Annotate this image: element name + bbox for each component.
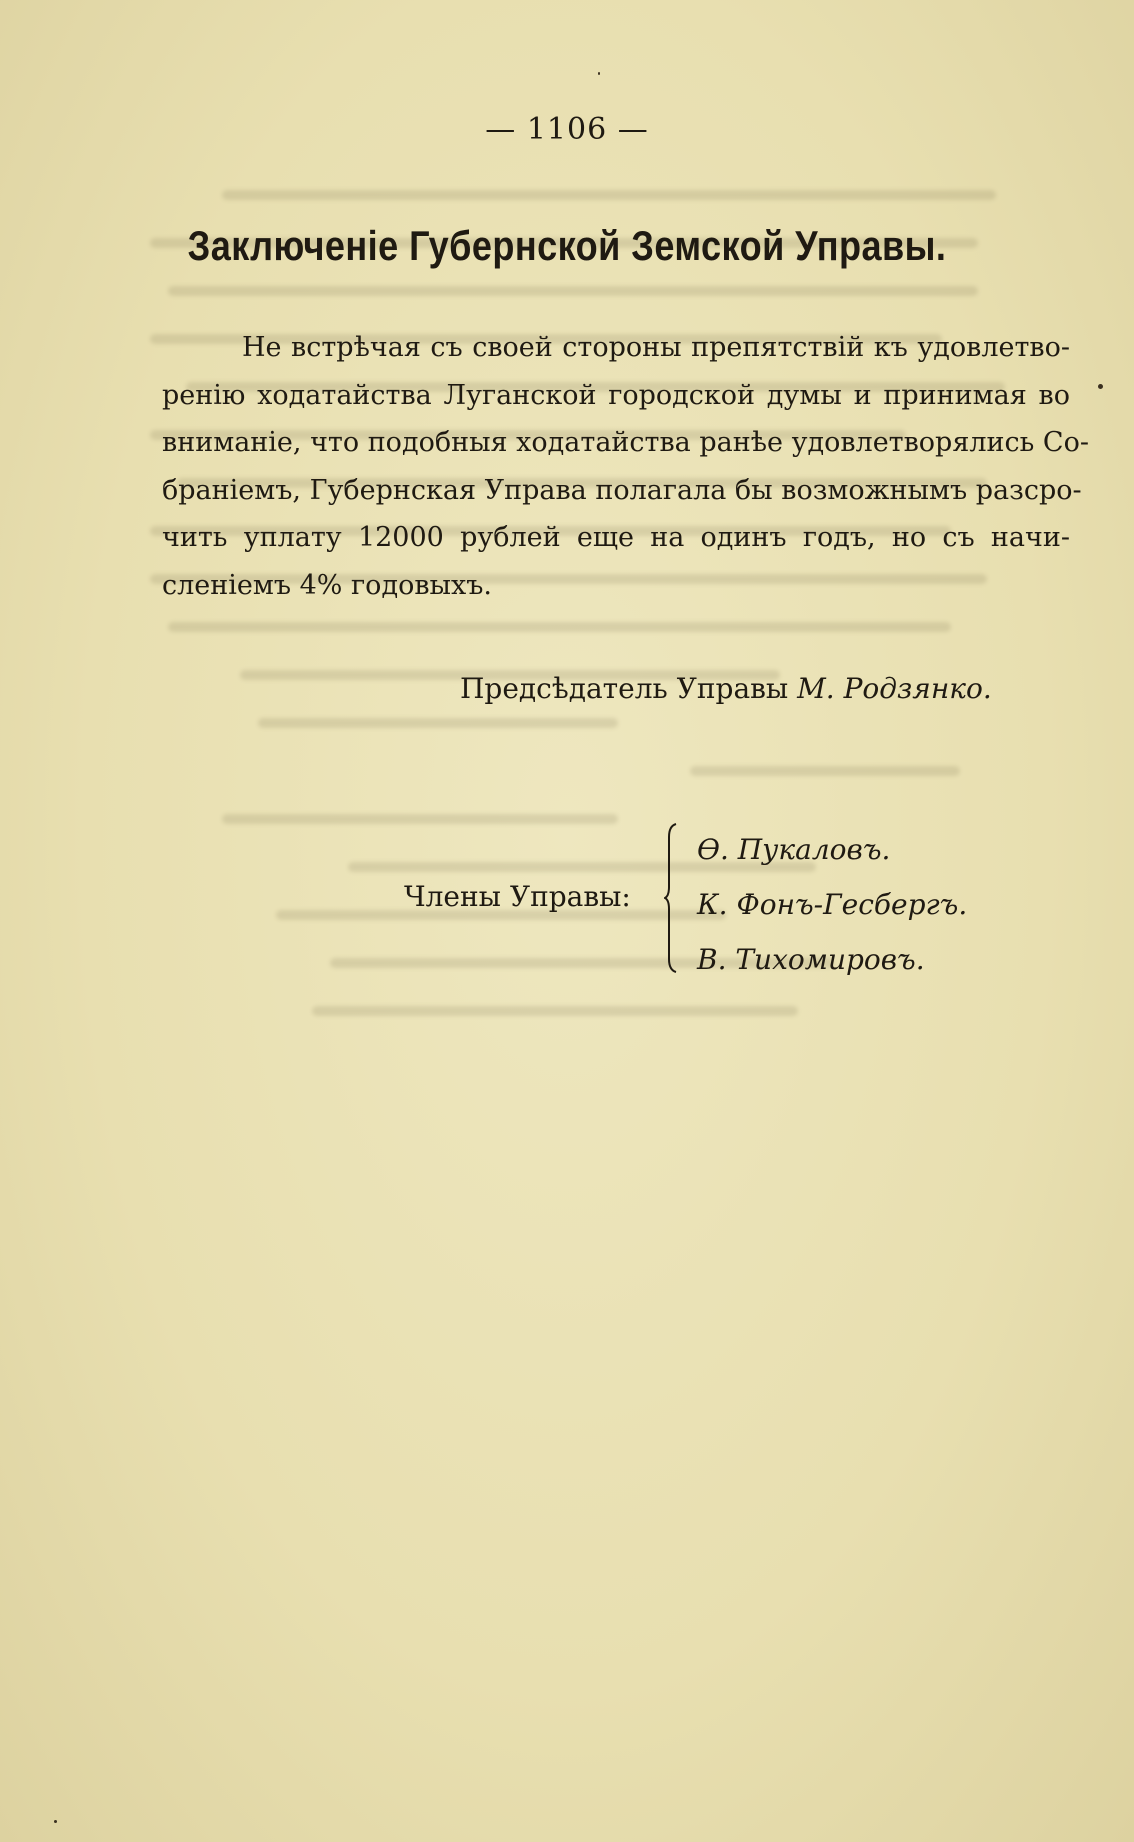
curly-brace-icon [664,823,678,973]
section-heading: Заключеніе Губернской Земской Управы. [187,222,947,269]
ink-speck [1098,384,1103,389]
body-paragraph [162,324,1089,610]
member-name: К. Фонъ-Гесбергъ. [697,888,968,921]
page-number: — 1106 — [485,112,649,147]
ink-speck [598,72,600,75]
paragraph-line: ренію ходатайства Луганской городской думы и принимая во [162,379,1070,411]
paragraph-line: чить уплату 12000 рублей еще на одинъ годъ, но съ начи- [162,522,1070,554]
chairman-label: Предсѣдатель Управы [460,672,789,705]
members-list [697,822,967,987]
member-name: В. Тихомировъ. [697,943,925,976]
chairman-name: М. Родзянко. [797,672,992,705]
member-name: Ѳ. Пукаловъ. [697,833,891,866]
paragraph-line: вниманіе, что подобныя ходатайства ранѣе удовлетворялись Со- [162,427,1089,459]
paragraph-line: Не встрѣчая съ своей стороны препятствій къ удовлетво- [242,332,1070,363]
paragraph-line: браніемъ, Губернская Управа полагала бы возможнымъ разсро- [162,474,1082,506]
members-label: Члены Управы: [404,880,631,913]
paragraph-line: сленіемъ 4% годовыхъ. [162,569,492,601]
chairman-signature [460,672,992,705]
ink-speck [54,1820,57,1823]
